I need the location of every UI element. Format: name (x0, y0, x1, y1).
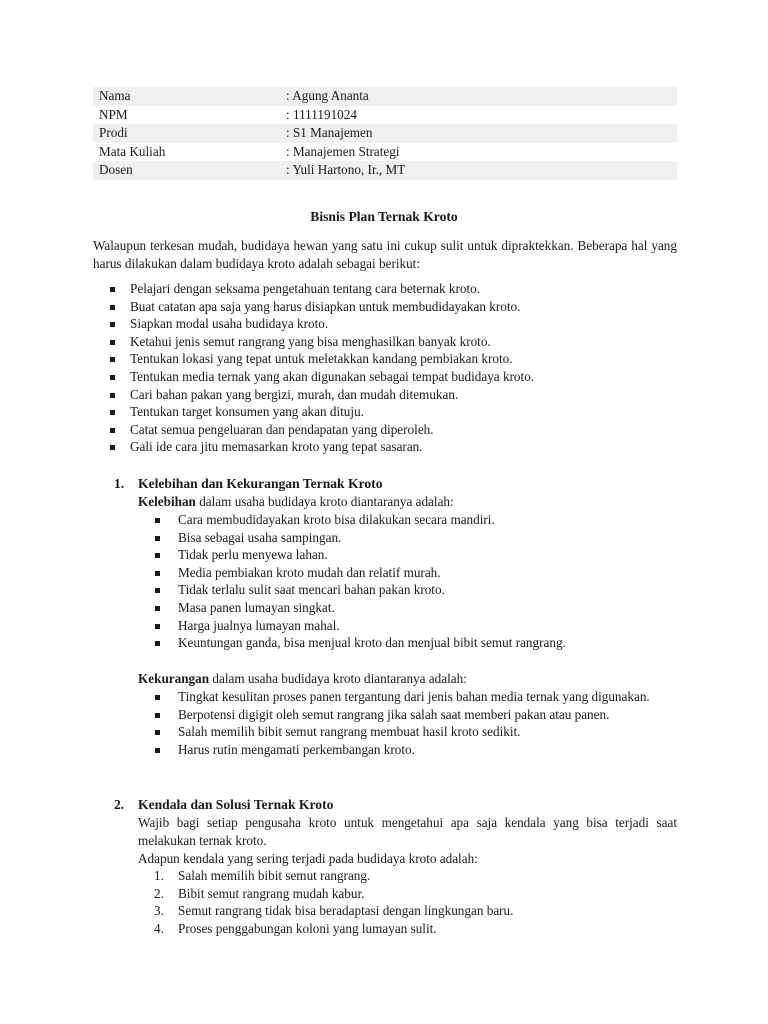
advantages-list-container (138, 511, 677, 652)
list-item (138, 885, 677, 903)
item-text: Bibit semut rangrang mudah kabur. (178, 885, 365, 901)
list-item: Keuntungan ganda, bisa menjual kroto dan menjual bibit semut rangrang. (138, 634, 677, 652)
list-item: Harus rutin mengamati perkembangan kroto. (138, 741, 677, 759)
item-number: 2. (154, 885, 164, 901)
info-row-prodi (93, 124, 677, 143)
list-item: Salah memilih bibit semut rangrang membuat hasil kroto sedikit. (138, 723, 677, 741)
info-label: Nama (99, 88, 131, 103)
item-text: Proses penggabungan koloni yang lumayan sulit. (178, 920, 437, 936)
info-row-npm (93, 106, 677, 125)
item-number: 1. (154, 868, 164, 883)
disadvantages-label: Kekurangan (138, 671, 210, 686)
steps-list (93, 280, 677, 456)
disadvantages-list-container (138, 688, 677, 758)
disadvantages-list (138, 688, 677, 758)
disadvantages-intro (138, 670, 677, 688)
section-title: Kendala dan Solusi Ternak Kroto (138, 797, 334, 812)
item-number: 3. (154, 903, 164, 919)
problems-list-container (138, 867, 677, 937)
section-2-paragraph-1: Wajib bagi setiap pengusaha kroto untuk mengetahui apa saja kendala yang bisa terjadi saat melakukan ternak kroto. (138, 815, 677, 848)
info-label: Dosen (99, 162, 133, 178)
list-item: Buat catatan apa saja yang harus disiapkan untuk membudidayakan kroto. (93, 298, 677, 316)
problems-list (138, 867, 677, 937)
info-row-dosen (93, 161, 677, 180)
list-item: Pelajari dengan seksama pengetahuan tentang cara beternak kroto. (93, 280, 677, 298)
info-value: : Agung Ananta (286, 88, 369, 103)
section-1-heading (114, 475, 383, 493)
section-number: 2. (114, 797, 125, 812)
list-item: Media pembiakan kroto mudah dan relatif murah. (138, 564, 677, 582)
list-item: Catat semua pengeluaran dan pendapatan yang diperoleh. (93, 421, 677, 439)
section-title: Kelebihan dan Kekurangan Ternak Kroto (138, 476, 383, 491)
list-item: Berpotensi digigit oleh semut rangrang jika salah saat memberi pakan atau panen. (138, 706, 677, 724)
list-item: Ketahui jenis semut rangrang yang bisa menghasilkan banyak kroto. (93, 333, 677, 351)
info-label: Prodi (99, 125, 128, 141)
list-item: Tentukan target konsumen yang akan dituju. (93, 403, 677, 421)
info-value: : S1 Manajemen (286, 125, 373, 141)
advantages-list (138, 511, 677, 652)
intro-paragraph: Walaupun terkesan mudah, budidaya hewan yang satu ini cukup sulit untuk dipraktekkan. Beberapa hal yang harus dilakukan dalam budidaya kroto adalah sebagai berikut: (93, 238, 677, 271)
info-value: : Yuli Hartono, Ir., MT (286, 162, 406, 178)
item-text: Semut rangrang tidak bisa beradaptasi dengan lingkungan baru. (178, 903, 514, 919)
section-number: 1. (114, 476, 125, 491)
info-label: Mata Kuliah (99, 143, 166, 159)
info-row-mata-kuliah (93, 143, 677, 162)
document-title: Bisnis Plan Ternak Kroto (310, 209, 458, 224)
advantages-text: dalam usaha budidaya kroto diantaranya adalah: (195, 494, 454, 509)
list-item: Tidak terlalu sulit saat mencari bahan pakan kroto. (138, 581, 677, 599)
list-item: Siapkan modal usaha budidaya kroto. (93, 315, 677, 333)
list-item (138, 902, 677, 920)
info-value: : 1111191024 (286, 106, 357, 122)
list-item: Tentukan media ternak yang akan digunakan sebagai tempat budidaya kroto. (93, 368, 677, 386)
info-label: NPM (99, 106, 128, 122)
section-2-paragraph-2: Adapun kendala yang sering terjadi pada budidaya kroto adalah: (138, 851, 478, 866)
info-table (93, 87, 677, 180)
list-item: Bisa sebagai usaha sampingan. (138, 529, 677, 547)
advantages-label: Kelebihan (138, 494, 196, 509)
list-item: Cara membudidayakan kroto bisa dilakukan secara mandiri. (138, 511, 677, 529)
list-item: Tidak perlu menyewa lahan. (138, 546, 677, 564)
info-value: : Manajemen Strategi (286, 143, 400, 159)
list-item (138, 920, 677, 938)
list-item: Tingkat kesulitan proses panen tergantung dari jenis bahan media ternak yang digunakan. (138, 688, 677, 706)
advantages-intro (138, 493, 677, 511)
list-item: Cari bahan pakan yang bergizi, murah, dan mudah ditemukan. (93, 386, 677, 404)
item-text: Salah memilih bibit semut rangrang. (178, 868, 371, 883)
item-number: 4. (154, 920, 164, 936)
disadvantages-text: dalam usaha budidaya kroto diantaranya adalah: (209, 671, 467, 686)
list-item: Masa panen lumayan singkat. (138, 599, 677, 617)
list-item: Tentukan lokasi yang tepat untuk meletakkan kandang pembiakan kroto. (93, 350, 677, 368)
info-row-nama (93, 87, 677, 106)
list-item: Harga jualnya lumayan mahal. (138, 617, 677, 635)
section-2-heading (114, 796, 333, 814)
list-item (138, 867, 677, 885)
steps-list-container (93, 280, 677, 456)
list-item: Gali ide cara jitu memasarkan kroto yang tepat sasaran. (93, 438, 677, 456)
